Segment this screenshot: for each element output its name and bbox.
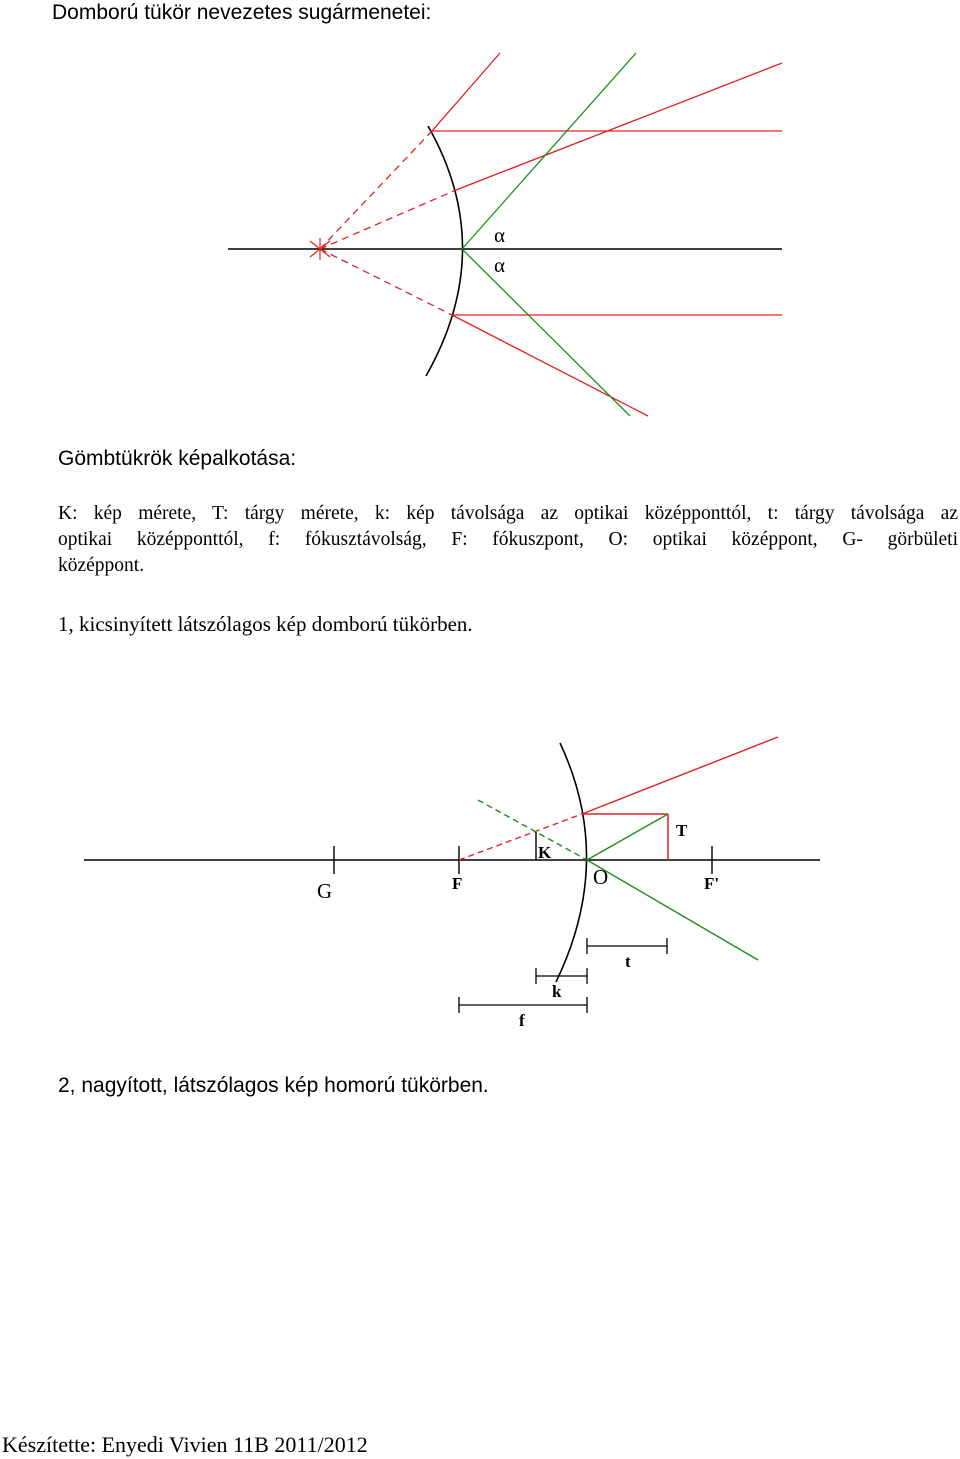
footer-author: Készítette: Enyedi Vivien 11B 2011/2012 bbox=[2, 1432, 368, 1457]
section-heading-1: 1, kicsinyített látszólagos kép domború tükörben. bbox=[58, 612, 473, 636]
angle-label-top: α bbox=[494, 223, 506, 247]
legend-line-2: optikai középponttól, f: fókusztávolság, F: fókuszpont, O: optikai középpont, G- görbületi bbox=[58, 529, 958, 550]
convex-mirror-arc-2 bbox=[556, 743, 587, 982]
label-F-prime: F' bbox=[704, 874, 720, 893]
heading-spherical-mirror-imaging: Gömbtükrök képalkotása: bbox=[58, 447, 297, 470]
legend-line-3: középpont. bbox=[58, 555, 145, 576]
ray-vertex-extension bbox=[478, 800, 587, 860]
ray-vertex-object bbox=[587, 814, 668, 860]
diagram-convex-mirror-image bbox=[84, 737, 820, 1030]
label-O: O bbox=[593, 865, 609, 889]
ray-reflected-middle bbox=[456, 63, 782, 190]
ray-reflected-bottom bbox=[452, 315, 648, 416]
convex-mirror-arc bbox=[426, 126, 463, 376]
ray-reflected-top bbox=[432, 53, 500, 131]
label-f: f bbox=[519, 1011, 525, 1030]
legend-line-1: K: kép mérete, T: tárgy mérete, k: kép távolsága az optikai középponttól, t: tárgy távolsága az bbox=[58, 503, 958, 524]
section-heading-2: 2, nagyított, látszólagos kép homorú tükörben. bbox=[58, 1074, 489, 1097]
label-F: F bbox=[452, 874, 463, 893]
label-K: K bbox=[538, 843, 552, 862]
ray-vertex-outgoing bbox=[462, 53, 636, 249]
ray-reflected-object bbox=[582, 737, 778, 814]
legend-paragraph bbox=[58, 501, 958, 579]
label-k: k bbox=[552, 982, 562, 1001]
label-G: G bbox=[317, 879, 333, 903]
label-t: t bbox=[625, 952, 631, 971]
ray-extension-to-focus bbox=[459, 814, 582, 860]
label-T: T bbox=[676, 821, 688, 840]
heading-convex-mirror-rays: Domború tükör nevezetes sugármenetei: bbox=[52, 1, 432, 24]
ray-extension-middle bbox=[320, 190, 456, 249]
ray-extension-top bbox=[320, 131, 432, 249]
diagram-convex-mirror-rays bbox=[228, 53, 782, 416]
angle-label-bottom: α bbox=[494, 253, 506, 277]
ray-vertex-reflected bbox=[587, 860, 758, 960]
ray-extension-bottom bbox=[320, 249, 452, 315]
